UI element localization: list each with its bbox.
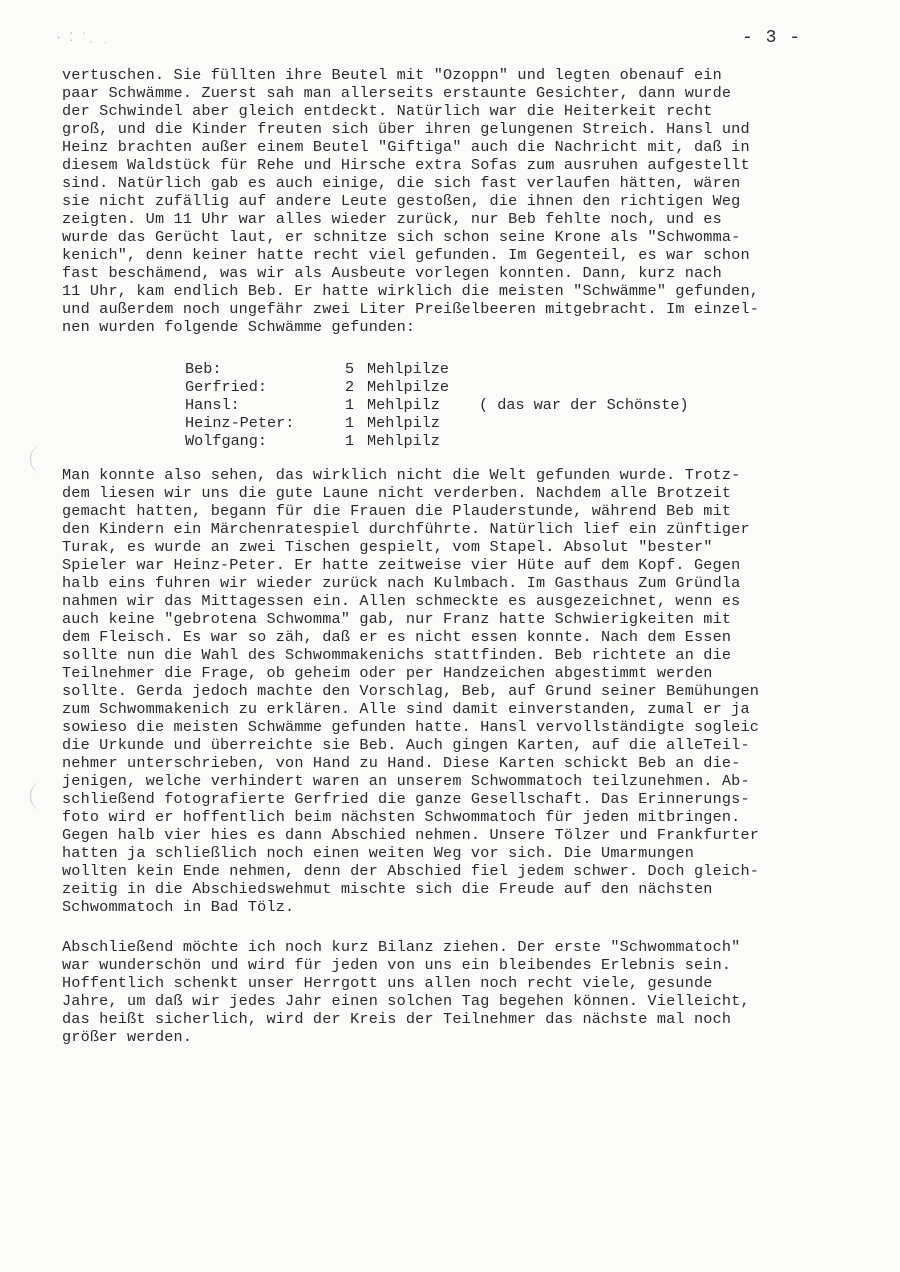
finder-name: Beb: [185,360,222,378]
text-line: Hoffentlich schenkt unser Herrgott uns allen noch recht viele, gesunde [62,974,713,992]
mushroom-count: 5 [345,360,355,378]
mushroom-count: 1 [345,432,355,450]
scan-artifact: · ⁚ ˈ ̣ ˌ [55,31,110,45]
text-line: das heißt sicherlich, wird der Kreis der Teilnehmer das nächste mal noch [62,1010,732,1028]
text-line: dem Fleisch. Es war so zäh, daß er es nicht essen konnte. Nach dem Essen [62,628,732,646]
mushroom-type: Mehlpilz [367,432,440,450]
text-line: nehmer unterschrieben, von Hand zu Hand. Diese Karten schickt Beb an die- [62,754,741,772]
text-line: die Urkunde und überreichte sie Beb. Auch gingen Karten, auf die alleTeil- [62,736,750,754]
text-line: der Schwindel aber gleich entdeckt. Natürlich war die Heiterkeit recht [62,102,713,120]
text-line: auch keine "gebrotena Schwomma" gab, nur Franz hatte Schwierigkeiten mit [62,610,732,628]
text-line: sie nicht zufällig auf andere Leute gestoßen, die ihnen den richtigen Weg [62,192,741,210]
text-line: kenich", denn keiner hatte recht viel gefunden. Im Gegenteil, es war schon [62,246,750,264]
text-line: den Kindern ein Märchenratespiel durchführte. Natürlich lief ein zünftiger [62,520,750,538]
page-number: - 3 - [742,28,802,48]
mushroom-type: Mehlpilz [367,414,440,432]
text-line: Gegen halb vier hies es dann Abschied nehmen. Unsere Tölzer und Frankfurter [62,826,760,844]
text-line: Spieler war Heinz-Peter. Er hatte zeitweise vier Hüte auf dem Kopf. Gegen [62,556,741,574]
text-line: Turak, es wurde an zwei Tischen gespielt, vom Stapel. Absolut "bester" [62,538,713,556]
text-line: zeigten. Um 11 Uhr war alles wieder zurück, nur Beb fehlte noch, und es [62,210,722,228]
text-line: nahmen wir das Mittagessen ein. Allen schmeckte es ausgezeichnet, wenn es [62,592,741,610]
table-row [185,414,689,432]
table-row [185,360,689,378]
text-line: Schwommatoch in Bad Tölz. [62,898,295,916]
text-line: groß, und die Kinder freuten sich über ihren gelungenen Streich. Hansl und [62,120,750,138]
text-line: sind. Natürlich gab es auch einige, die sich fast verlaufen hätten, wären [62,174,741,192]
text-line: war wunderschön und wird für jeden von uns ein bleibendes Erlebnis sein. [62,956,732,974]
text-line: fast beschämend, was wir als Ausbeute vorlegen konnten. Dann, kurz nach [62,264,722,282]
table-row [185,396,689,414]
text-line: diesem Waldstück für Rehe und Hirsche extra Sofas zum ausruhen aufgestellt [62,156,750,174]
text-line: jenigen, welche verhindert waren an unserem Schwommatoch teilzunehmen. Ab- [62,772,750,790]
text-line: Jahre, um daß wir jedes Jahr einen solchen Tag begehen können. Vielleicht, [62,992,750,1010]
text-line: und außerdem noch ungefähr zwei Liter Preißelbeeren mitgebracht. Im einzel- [62,300,760,318]
text-line: größer werden. [62,1028,193,1046]
text-line: hatten ja schließlich noch einen weiten Weg vor sich. Die Umarmungen [62,844,694,862]
text-line: 11 Uhr, kam endlich Beb. Er hatte wirklich die meisten "Schwämme" gefunden, [62,282,760,300]
mushroom-type: Mehlpilze [367,360,450,378]
punch-hole-mark [30,445,53,473]
text-line: sollte. Gerda jedoch machte den Vorschlag, Beb, auf Grund seiner Bemühungen [62,682,760,700]
table-row [185,378,689,396]
mushroom-count: 1 [345,414,355,432]
finder-name: Gerfried: [185,378,268,396]
text-line: Heinz brachten außer einem Beutel "Giftiga" auch die Nachricht mit, daß in [62,138,750,156]
text-line: halb eins fuhren wir wieder zurück nach Kulmbach. Im Gasthaus Zum Gründla [62,574,741,592]
punch-hole-mark [30,782,53,810]
text-line: nen wurden folgende Schwämme gefunden: [62,318,416,336]
mushroom-type: Mehlpilz [367,396,440,414]
text-line: vertuschen. Sie füllten ihre Beutel mit "Ozoppn" und legten obenauf ein [62,66,722,84]
finder-name: Hansl: [185,396,240,414]
mushroom-count: 1 [345,396,355,414]
text-line: dem liesen wir uns die gute Laune nicht verderben. Nachdem alle Brotzeit [62,484,732,502]
text-line: sowieso die meisten Schwämme gefunden hatte. Hansl vervollständigte sogleic [62,718,760,736]
text-line: wurde das Gerücht laut, er schnitze sich schon seine Krone als "Schwomma- [62,228,741,246]
text-line: Abschließend möchte ich noch kurz Bilanz ziehen. Der erste "Schwommatoch" [62,938,741,956]
text-line: zum Schwommakenich zu erklären. Alle sind damit einverstanden, zumal er ja [62,700,750,718]
finder-name: Wolfgang: [185,432,268,450]
mushroom-type: Mehlpilze [367,378,450,396]
text-line: paar Schwämme. Zuerst sah man allerseits erstaunte Gesichter, dann wurde [62,84,732,102]
row-note: ( das war der Schönste) [479,396,689,414]
text-line: foto wird er hoffentlich beim nächsten Schwommatoch für jeden mitbringen. [62,808,741,826]
mushroom-table [185,360,689,450]
finder-name: Heinz-Peter: [185,414,295,432]
mushroom-count: 2 [345,378,355,396]
text-line: Teilnehmer die Frage, ob geheim oder per Handzeichen abgestimmt werden [62,664,713,682]
text-line: schließend fotografierte Gerfried die ganze Gesellschaft. Das Erinnerungs- [62,790,750,808]
table-row [185,432,689,450]
text-line: zeitig in die Abschiedswehmut mischte sich die Freude auf den nächsten [62,880,713,898]
text-line: wollten kein Ende nehmen, denn der Abschied fiel jedem schwer. Doch gleich- [62,862,760,880]
text-line: gemacht hatten, begann für die Frauen die Plauderstunde, während Beb mit [62,502,732,520]
text-line: sollte nun die Wahl des Schwommakenichs stattfinden. Beb richtete an die [62,646,732,664]
text-line: Man konnte also sehen, das wirklich nicht die Welt gefunden wurde. Trotz- [62,466,741,484]
